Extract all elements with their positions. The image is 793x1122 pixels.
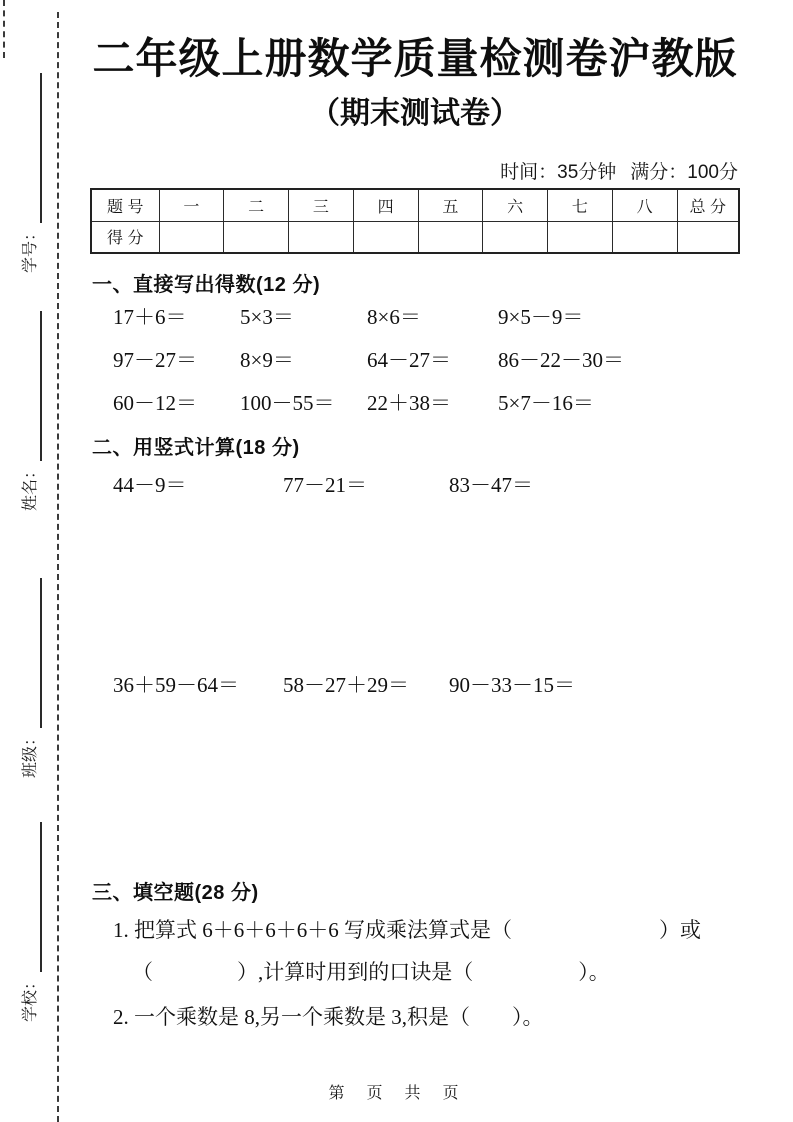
name-label: 姓名： (22, 462, 39, 511)
score-cell (159, 221, 224, 253)
score-table-header-cell: 七 (548, 189, 613, 221)
math-problem: 58－27＋29＝ (283, 673, 409, 697)
section1-heading: 一、直接写出得数(12 分) (92, 274, 321, 296)
student-id-blank-line (27, 73, 42, 223)
full-score: 满分：100分 (630, 162, 738, 183)
score-cell (289, 221, 354, 253)
math-problem: 64－27＝ (367, 348, 451, 372)
section1-row3 (90, 387, 740, 417)
math-problem: 5×7－16＝ (498, 391, 594, 415)
section1-row2 (90, 344, 740, 374)
time-limit: 时间：35分钟 (500, 162, 617, 183)
math-problem: 9×5－9＝ (498, 305, 584, 329)
score-table-header-cell: 三 (289, 189, 354, 221)
section3-heading: 三、填空题(28 分) (92, 882, 259, 904)
exam-content (90, 0, 740, 1122)
margin-field-name (18, 311, 42, 511)
fill-blank-q1-line1: 1. 把算式 6＋6＋6＋6＋6 写成乘法算式是（ ）或 (113, 918, 701, 942)
page-edge-dash (3, 0, 5, 58)
school-blank-line (27, 822, 42, 972)
class-label: 班级： (22, 729, 39, 778)
math-problem: 8×9＝ (240, 348, 294, 372)
math-problem: 17＋6＝ (113, 305, 187, 329)
score-cell (548, 221, 613, 253)
score-table-header-cell: 二 (224, 189, 289, 221)
page-footer: 第 页 共 页 (328, 1085, 462, 1102)
math-problem: 22＋38＝ (367, 391, 451, 415)
section2-row1 (90, 469, 740, 499)
name-blank-line (27, 311, 42, 461)
math-problem: 5×3＝ (240, 305, 294, 329)
score-table-header-cell: 题 号 (91, 189, 159, 221)
score-table-score-row (91, 221, 739, 253)
math-problem: 60－12＝ (113, 391, 197, 415)
exam-meta (486, 157, 738, 184)
score-cell (418, 221, 483, 253)
score-table-header-cell: 总 分 (677, 189, 739, 221)
section1-row1 (90, 301, 740, 331)
class-blank-line (27, 578, 42, 728)
section2-row2 (90, 669, 740, 699)
student-id-label: 学号： (22, 224, 39, 273)
score-table (90, 188, 740, 254)
score-cell (483, 221, 548, 253)
score-cell (353, 221, 418, 253)
score-table-header-cell: 八 (612, 189, 677, 221)
margin-field-class (18, 578, 42, 778)
score-table-header-cell: 四 (353, 189, 418, 221)
math-problem: 8×6＝ (367, 305, 421, 329)
math-problem: 77－21＝ (283, 473, 367, 497)
score-table-header-cell: 一 (159, 189, 224, 221)
fill-blank-q1-line2: （ ）,计算时用到的口诀是（ ）。 (132, 960, 610, 984)
math-problem: 83－47＝ (449, 473, 533, 497)
section2-heading: 二、用竖式计算(18 分) (92, 437, 300, 459)
math-problem: 100－55＝ (240, 391, 335, 415)
school-label: 学校： (22, 973, 39, 1022)
score-table-header-cell: 五 (418, 189, 483, 221)
page-title: 二年级上册数学质量检测卷沪教版 (92, 35, 738, 82)
fill-blank-q2: 2. 一个乘数是 8,另一个乘数是 3,积是（ ）。 (113, 1005, 544, 1029)
page-subtitle: （期末测试卷） (310, 97, 520, 130)
score-cell (612, 221, 677, 253)
math-problem: 90－33－15＝ (449, 673, 575, 697)
score-table-header-row (91, 189, 739, 221)
math-problem: 36＋59－64＝ (113, 673, 239, 697)
score-cell (677, 221, 739, 253)
math-problem: 44－9＝ (113, 473, 187, 497)
score-table-header-cell: 六 (483, 189, 548, 221)
binding-dashed-line (57, 12, 59, 1122)
score-label-cell: 得 分 (91, 221, 159, 253)
margin-field-student-id (18, 73, 42, 273)
math-problem: 97－27＝ (113, 348, 197, 372)
score-cell (224, 221, 289, 253)
margin-field-school (18, 822, 42, 1022)
math-problem: 86－22－30＝ (498, 348, 624, 372)
